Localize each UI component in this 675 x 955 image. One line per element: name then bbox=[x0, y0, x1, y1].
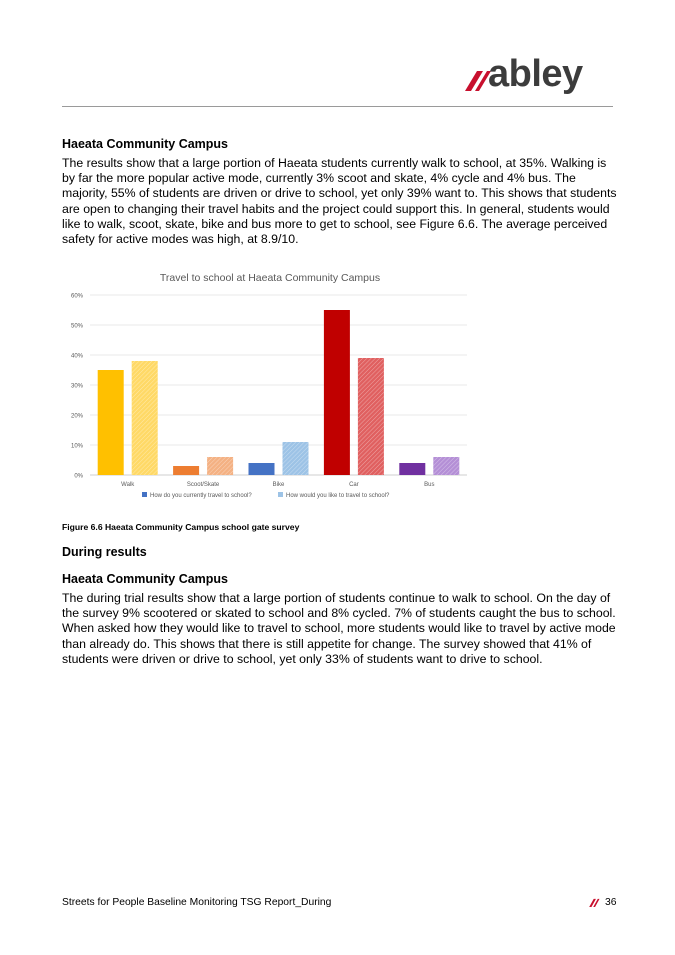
y-tick-label: 20% bbox=[70, 413, 83, 420]
y-tick-label: 10% bbox=[70, 443, 83, 450]
bar-hatch bbox=[358, 358, 384, 475]
y-tick-label: 30% bbox=[70, 383, 83, 390]
x-tick-label: Bus bbox=[424, 482, 435, 488]
footer-title: Streets for People Baseline Monitoring TSG Report_During bbox=[62, 897, 332, 908]
section-heading-during: During results bbox=[62, 545, 147, 559]
logo-text: abley bbox=[488, 53, 583, 95]
bar-bike-current bbox=[249, 463, 275, 475]
section-paragraph: The results show that a large portion of Haeata students currently walk to school, at 35%. Walking is by far the more popular active mode, currently 3% scoot and skate, 4% cycle and 4% bus. The majority, 55% of students are driven or drive to school, yet only 39% want to. This shows that students are open to changing their travel habits and the project could support this. In general, students would like to walk, scoot, skate, bike and bus more to get to school, see Figure 6.6. The average perceived safety for active modes was high, at 8.9/10. bbox=[62, 156, 617, 247]
legend-label: How do you currently travel to school? bbox=[150, 493, 252, 499]
page-number: 36 bbox=[605, 897, 617, 908]
header-rule bbox=[62, 106, 613, 107]
bar-car-current bbox=[324, 310, 350, 475]
figure-caption: Figure 6.6 Haeata Community Campus school gate survey bbox=[62, 522, 300, 532]
x-tick-label: Car bbox=[349, 482, 359, 488]
bar-scootskate-current bbox=[173, 466, 199, 475]
section-heading: Haeata Community Campus bbox=[62, 137, 229, 151]
section-paragraph-during: The during trial results show that a large portion of students continue to walk to school. On the day of the survey 9% scootered or skated to school and 8% cycled. 7% of students caught the bus to school. When asked how they would like to travel to school, more students would like to travel by active mode than already do. This shows that there is still appetite for change. The survey showed that 41% of students were driven or drive to school, yet only 33% of students want to drive to school. bbox=[62, 591, 616, 666]
y-tick-label: 60% bbox=[70, 293, 83, 300]
footer-page bbox=[589, 897, 616, 908]
bar-walk-current bbox=[98, 370, 124, 475]
chart-legend bbox=[142, 492, 390, 499]
bar-hatch bbox=[207, 457, 233, 475]
chart-x-labels bbox=[121, 482, 434, 488]
chart-title: Travel to school at Haeata Community Campus bbox=[159, 272, 381, 284]
legend-label: How would you like to travel to school? bbox=[286, 493, 390, 499]
x-tick-label: Bike bbox=[272, 482, 285, 488]
chart bbox=[62, 264, 480, 514]
y-tick-label: 40% bbox=[70, 353, 83, 360]
x-tick-label: Scoot/Skate bbox=[186, 482, 220, 488]
section-subheading: Haeata Community Campus bbox=[62, 572, 229, 586]
bar-hatch bbox=[132, 361, 158, 475]
bar-hatch bbox=[283, 442, 309, 475]
x-tick-label: Walk bbox=[121, 482, 135, 488]
chart-bars bbox=[98, 310, 460, 475]
abley-mark-icon bbox=[589, 898, 602, 907]
y-tick-label: 0% bbox=[74, 473, 83, 480]
y-tick-label: 50% bbox=[70, 323, 83, 330]
bar-bus-current bbox=[399, 463, 425, 475]
legend-swatch bbox=[278, 492, 283, 497]
bar-chart bbox=[62, 264, 480, 514]
chart-grid bbox=[71, 294, 467, 480]
bar-hatch bbox=[433, 457, 459, 475]
legend-swatch bbox=[142, 492, 147, 497]
